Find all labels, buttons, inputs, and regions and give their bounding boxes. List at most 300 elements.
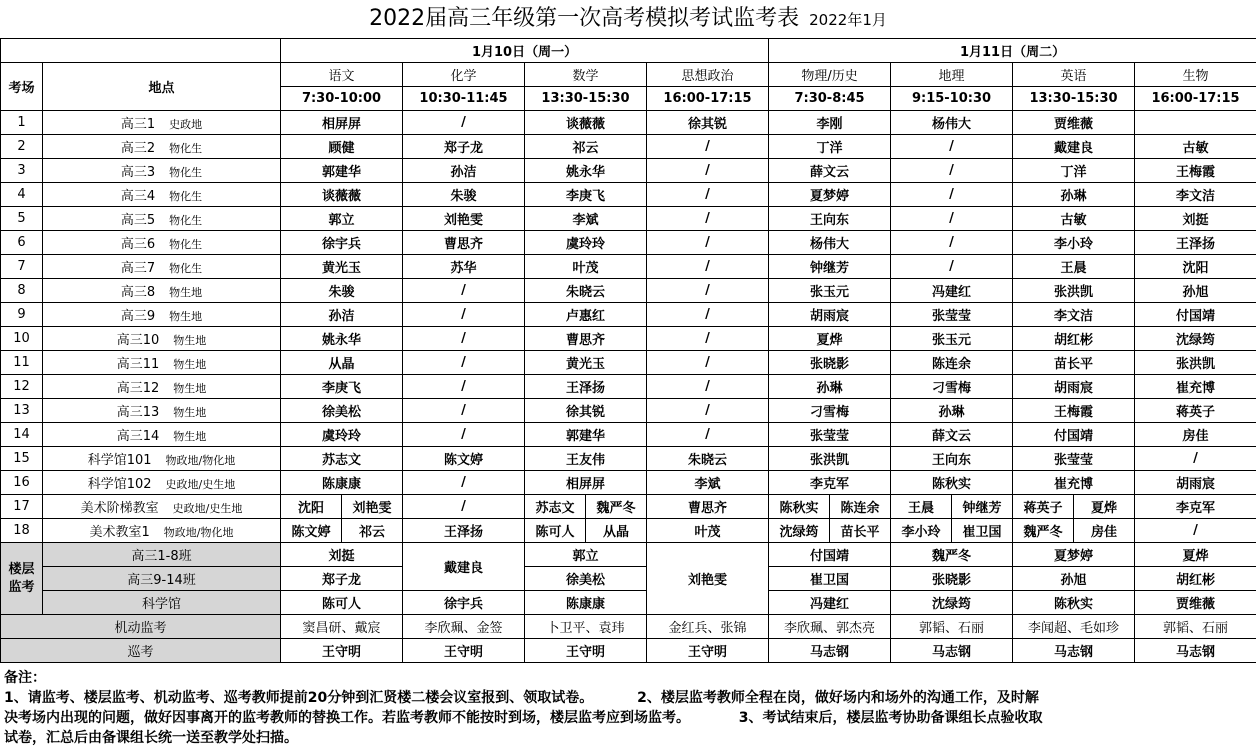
subject-combo: 物化生 [169,262,203,275]
subject-combo: 物生地 [173,382,207,395]
invigilator-cell: 窦昌研、戴宸 [281,615,403,639]
subject-combo: 物政地/物化地 [165,454,236,467]
invigilator-cell: / [891,159,1013,183]
invigilator-cell: 从晶 [586,519,647,543]
room-number: 14 [1,423,43,447]
invigilator-cell: / [647,375,769,399]
invigilator-cell: / [891,255,1013,279]
floor-group: 科学馆 [43,591,281,615]
subject-header: 语文 [281,63,403,87]
place-cell [43,183,281,207]
subject-combo: 物生地 [173,430,207,443]
invigilator-cell: 马志钢 [769,639,891,663]
invigilator-cell: 丁洋 [769,135,891,159]
invigilator-cell: 郭韬、石丽 [1135,615,1256,639]
time-header: 13:30-15:30 [1013,87,1135,111]
invigilator-cell: 徐其锐 [525,399,647,423]
invigilator-cell: 张洪凯 [1135,351,1256,375]
place-cell [43,231,281,255]
invigilator-cell: 张洪凯 [1013,279,1135,303]
invigilator-cell: / [403,327,525,351]
room-name: 高三3 [120,165,156,180]
invigilator-cell: 夏烨 [769,327,891,351]
invigilator-cell: / [403,471,525,495]
invigilator-cell: 房佳 [1135,423,1256,447]
invigilator-cell: 陈连余 [891,351,1013,375]
invigilator-cell: 胡雨宸 [1135,471,1256,495]
place-cell [43,351,281,375]
place-cell [43,495,281,519]
invigilator-cell: 张晓影 [891,567,1013,591]
time-header: 7:30-10:00 [281,87,403,111]
room-number: 7 [1,255,43,279]
invigilator-cell: 付国靖 [769,543,891,567]
invigilator-cell: 王守明 [525,639,647,663]
subject-combo: 史政地/史生地 [172,502,243,515]
invigilator-cell: 郭立 [281,207,403,231]
invigilator-cell: 崔充博 [1135,375,1256,399]
invigilator-cell: 孙洁 [403,159,525,183]
invigilator-cell: / [647,231,769,255]
invigilator-cell: / [647,423,769,447]
room-name: 美术阶梯教室 [80,501,159,516]
room-number: 3 [1,159,43,183]
room-number: 2 [1,135,43,159]
invigilator-cell: 祁云 [342,519,403,543]
invigilator-cell: 王守明 [281,639,403,663]
invigilator-cell: 李克军 [1135,495,1256,519]
invigilator-cell: 郭建华 [281,159,403,183]
table-row [1,135,1256,159]
invigilator-cell: 郭韬、石丽 [891,615,1013,639]
invigilator-cell: 苗长平 [1013,351,1135,375]
invigilator-cell: 魏严冬 [586,495,647,519]
invigilator-cell: 孙琳 [1013,183,1135,207]
invigilator-cell: 王晨 [1013,255,1135,279]
invigilator-cell: 王梅霞 [1013,399,1135,423]
invigilator-cell: 张玉元 [891,327,1013,351]
subject-combo: 物生地 [169,286,203,299]
invigilator-cell: 张莹莹 [1013,447,1135,471]
place-cell [43,111,281,135]
invigilator-cell: 陈秋实 [891,471,1013,495]
invigilator-cell: 王向东 [891,447,1013,471]
table-row [1,519,1256,543]
subject-combo: 物化生 [169,166,203,179]
invigilator-cell: / [647,279,769,303]
invigilator-cell: 刘艳雯 [342,495,403,519]
subject-combo: 史政地/史生地 [165,478,236,491]
invigilator-cell: 崔卫国 [769,567,891,591]
invigilator-cell: 张莹莹 [769,423,891,447]
room-name: 科学馆101 [87,453,152,468]
invigilator-cell: 陈秋实 [1013,591,1135,615]
remarks-line-1: 1、请监考、楼层监考、机动监考、巡考教师提前20分钟到汇贤楼二楼会议室报到、领取试卷。 2、楼层监考教师全程在岗，做好场内和场外的沟通工作，及时解 [4,690,1039,706]
invigilator-cell: / [647,135,769,159]
room-number: 4 [1,183,43,207]
invigilator-cell: 房佳 [1074,519,1135,543]
invigilator-cell: / [403,111,525,135]
room-name: 高三12 [116,381,160,396]
invigilator-cell: 沈绿筠 [891,591,1013,615]
invigilator-cell: 金红兵、张锦 [647,615,769,639]
room-number: 11 [1,351,43,375]
invigilator-cell: / [647,303,769,327]
floor-row [1,591,1256,615]
day1-header: 1月10日（周一） [281,39,769,63]
invigilator-cell: 王向东 [769,207,891,231]
subject-combo: 物生地 [169,310,203,323]
invigilator-cell: 张玉元 [769,279,891,303]
invigilator-cell: / [891,183,1013,207]
invigilator-cell: 徐其锐 [647,111,769,135]
invigilator-cell: 朱晓云 [525,279,647,303]
invigilator-cell: 黄光玉 [525,351,647,375]
invigilator-cell: 虞玲玲 [525,231,647,255]
patrol-row [1,639,1256,663]
invigilator-cell: 徐宇兵 [281,231,403,255]
invigilator-cell: 刘艳雯 [403,207,525,231]
subject-combo: 物化生 [169,142,203,155]
invigilator-cell: 贾维薇 [1013,111,1135,135]
invigilator-cell: / [647,207,769,231]
floor-group: 高三1-8班 [43,543,281,567]
invigilator-cell: 夏梦婷 [1013,543,1135,567]
invigilator-cell: 张晓影 [769,351,891,375]
invigilator-cell: 相屏屏 [281,111,403,135]
subtitle-text: 2022年1月 [809,11,887,29]
invigilator-cell: / [403,423,525,447]
invigilator-cell: 古敏 [1135,135,1256,159]
invigilator-cell: 古敏 [1013,207,1135,231]
room-name: 高三5 [120,213,156,228]
invigilator-cell: 郑子龙 [403,135,525,159]
invigilator-cell: 曹思齐 [403,231,525,255]
room-number: 10 [1,327,43,351]
invigilator-cell: 马志钢 [1135,639,1256,663]
invigilator-cell: 叶茂 [525,255,647,279]
invigilator-cell: 苏志文 [281,447,403,471]
subject-combo: 物生地 [173,406,207,419]
invigilator-cell: 徐美松 [281,399,403,423]
invigilator-cell: 陈可人 [525,519,586,543]
room-name: 高三11 [116,357,160,372]
invigilator-cell: 付国靖 [1135,303,1256,327]
invigilator-cell: 李斌 [647,471,769,495]
invigilator-cell: 李文洁 [1013,303,1135,327]
invigilator-cell: 李庚飞 [525,183,647,207]
table-row [1,351,1256,375]
place-cell [43,327,281,351]
subject-header: 化学 [403,63,525,87]
time-header: 13:30-15:30 [525,87,647,111]
invigilator-cell: 郭建华 [525,423,647,447]
table-row [1,183,1256,207]
room-name: 高三6 [120,237,156,252]
room-name: 高三8 [120,285,156,300]
place-cell [43,279,281,303]
place-cell [43,447,281,471]
time-header: 9:15-10:30 [891,87,1013,111]
invigilator-cell: 曹思齐 [525,327,647,351]
invigilator-cell: 朱晓云 [647,447,769,471]
invigilator-cell: 钟继芳 [769,255,891,279]
invigilator-cell: 李闻超、毛如珍 [1013,615,1135,639]
invigilator-cell: / [1135,447,1256,471]
invigilator-cell: 陈文婷 [281,519,342,543]
invigilator-cell: 黄光玉 [281,255,403,279]
invigilator-cell: 李庚飞 [281,375,403,399]
invigilator-cell: 谈薇薇 [525,111,647,135]
subject-combo: 物生地 [173,334,207,347]
table-row [1,423,1256,447]
invigilator-cell: 李小玲 [1013,231,1135,255]
invigilator-cell: 沈绿筠 [769,519,830,543]
room-number: 13 [1,399,43,423]
invigilator-cell: 李斌 [525,207,647,231]
invigilator-cell: 马志钢 [1013,639,1135,663]
invigilator-cell: 付国靖 [1013,423,1135,447]
table-row [1,471,1256,495]
room-number: 1 [1,111,43,135]
invigilator-cell: 朱骏 [403,183,525,207]
place-cell [43,255,281,279]
remarks-line-2: 决考场内出现的问题，做好因事离开的监考教师的替换工作。若监考教师不能按时到场，楼层监考应到场监考。 3、考试结束后，楼层监考协助备课组长点验收取 [4,710,1043,726]
invigilator-cell: 孙琳 [891,399,1013,423]
room-name: 高三9 [120,309,156,324]
subject-combo: 物化生 [169,238,203,251]
table-row [1,447,1256,471]
invigilator-cell: 张莹莹 [891,303,1013,327]
subject-combo: 物政地/物化地 [163,526,234,539]
table-row [1,399,1256,423]
day2-header: 1月11日（周二） [769,39,1256,63]
invigilator-cell: 姚永华 [525,159,647,183]
invigilator-cell: / [891,231,1013,255]
place-cell [43,471,281,495]
invigilator-cell: 沈阳 [1135,255,1256,279]
subject-combo: 物化生 [169,190,203,203]
invigilator-cell: 冯建红 [769,591,891,615]
invigilator-cell: / [403,279,525,303]
subject-header: 英语 [1013,63,1135,87]
invigilator-cell: 徐美松 [525,567,647,591]
room-name: 高三4 [120,189,156,204]
place-cell [43,423,281,447]
invigilator-cell: 李文洁 [1135,183,1256,207]
invigilator-cell: 丁洋 [1013,159,1135,183]
room-number: 18 [1,519,43,543]
invigilator-cell: 顾健 [281,135,403,159]
place-cell [43,135,281,159]
invigilator-cell: 孙洁 [281,303,403,327]
room-name: 高三10 [116,333,160,348]
invigilator-cell: 王泽扬 [1135,231,1256,255]
room-number: 6 [1,231,43,255]
invigilator-cell: 陈文婷 [403,447,525,471]
invigilator-cell: 刁雪梅 [891,375,1013,399]
invigilator-cell: / [1135,519,1256,543]
table-row [1,303,1256,327]
invigilator-cell: / [647,183,769,207]
invigilator-cell: 苏志文 [525,495,586,519]
invigilator-cell: 郑子龙 [281,567,403,591]
time-header: 7:30-8:45 [769,87,891,111]
subject-header: 物理/历史 [769,63,891,87]
invigilator-cell: / [403,303,525,327]
invigilator-cell: 陈康康 [525,591,647,615]
room-number: 9 [1,303,43,327]
invigilator-cell: 祁云 [525,135,647,159]
table-row [1,375,1256,399]
invigilator-cell: 刘挺 [281,543,403,567]
place-cell [43,207,281,231]
table-row [1,231,1256,255]
invigilator-cell: 王守明 [403,639,525,663]
room-number: 5 [1,207,43,231]
table-row [1,279,1256,303]
time-header: 16:00-17:15 [1135,87,1256,111]
room-name: 高三14 [116,429,160,444]
patrol-label: 巡考 [1,639,281,663]
invigilator-cell: 胡雨宸 [1013,375,1135,399]
invigilator-cell: 卢惠红 [525,303,647,327]
invigilator-cell: 钟继芳 [952,495,1013,519]
room-name: 高三13 [116,405,160,420]
room-name: 高三7 [120,261,156,276]
corner-cell [1,39,281,63]
invigilator-cell: 叶茂 [647,519,769,543]
invigilator-cell: 李克军 [769,471,891,495]
invigilator-cell: 朱骏 [281,279,403,303]
invigilator-cell: 姚永华 [281,327,403,351]
table-row [1,255,1256,279]
place-cell [43,159,281,183]
invigilator-cell: 李小玲 [891,519,952,543]
floor-group: 高三9-14班 [43,567,281,591]
invigilator-cell: 卜卫平、袁玮 [525,615,647,639]
place-cell [43,399,281,423]
invigilator-cell: 曹思齐 [647,495,769,519]
invigilator-cell: 苏华 [403,255,525,279]
invigilator-cell: 戴建良 [1013,135,1135,159]
invigilator-cell: 张洪凯 [769,447,891,471]
invigilator-cell: 李欣珮、金签 [403,615,525,639]
invigilator-cell: / [403,399,525,423]
invigilator-cell: 陈秋实 [769,495,830,519]
subject-header: 数学 [525,63,647,87]
invigilator-cell: 刘挺 [1135,207,1256,231]
subject-combo: 物生地 [173,358,207,371]
invigilator-cell: 魏严冬 [1013,519,1074,543]
table-row [1,207,1256,231]
invigilator-cell: 相屏屏 [525,471,647,495]
table-row [1,159,1256,183]
invigilator-cell: / [403,351,525,375]
subject-header: 思想政治 [647,63,769,87]
room-number: 17 [1,495,43,519]
invigilator-cell: 刘艳雯 [647,543,769,615]
invigilator-cell: / [403,495,525,519]
floor-label-1: 楼层 [8,561,35,577]
invigilator-cell: 崔充博 [1013,471,1135,495]
floor-row [1,543,1256,567]
invigilator-cell: 胡红彬 [1013,327,1135,351]
subject-combo: 物化生 [169,214,203,227]
room-number: 8 [1,279,43,303]
invigilator-cell: 李刚 [769,111,891,135]
invigilator-cell: 王泽扬 [525,375,647,399]
invigilator-cell: 薛文云 [891,423,1013,447]
invigilator-cell: 沈绿筠 [1135,327,1256,351]
table-row [1,495,1256,519]
invigilator-cell: 王泽扬 [403,519,525,543]
invigilator-cell: 马志钢 [891,639,1013,663]
floor-label-2: 监考 [8,579,35,595]
invigilator-cell: 王守明 [647,639,769,663]
invigilator-cell: 冯建红 [891,279,1013,303]
invigilator-cell: 沈阳 [281,495,342,519]
invigilator-cell: 蒋英子 [1135,399,1256,423]
remarks-line-3: 试卷，汇总后由备课组长统一送至教学处扫描。 [4,730,298,746]
invigilator-cell: / [891,207,1013,231]
invigilator-cell: 夏梦婷 [769,183,891,207]
table-row [1,327,1256,351]
invigilator-cell: 胡雨宸 [769,303,891,327]
floor-label [1,543,43,615]
invigilator-cell: 郭立 [525,543,647,567]
invigilator-cell [1135,111,1256,135]
invigilator-cell: 蒋英子 [1013,495,1074,519]
remarks [4,668,1252,748]
room-number: 16 [1,471,43,495]
invigilator-cell: / [891,135,1013,159]
invigilator-cell: 谈薇薇 [281,183,403,207]
invigilator-cell: / [403,375,525,399]
subject-header: 生物 [1135,63,1256,87]
invigilator-cell: 孙琳 [769,375,891,399]
room-number: 15 [1,447,43,471]
invigilator-cell: 杨伟大 [891,111,1013,135]
room-name: 美术教室1 [89,525,150,540]
room-name: 高三1 [120,117,156,132]
title-text: 2022届高三年级第一次高考模拟考试监考表 [369,6,800,31]
invigilator-cell: 虞玲玲 [281,423,403,447]
mobile-row [1,615,1256,639]
room-name: 科学馆102 [87,477,152,492]
invigilator-cell: / [647,159,769,183]
invigilator-cell: 魏严冬 [891,543,1013,567]
invigilator-cell: / [647,327,769,351]
invigilator-cell: 从晶 [281,351,403,375]
invigilator-cell: 苗长平 [830,519,891,543]
invigilator-cell: 刁雪梅 [769,399,891,423]
invigilator-cell: 李欣珮、郭杰亮 [769,615,891,639]
page-title [0,0,1256,38]
invigilator-cell: 陈连余 [830,495,891,519]
table-row [1,111,1256,135]
invigilator-cell: 陈可人 [281,591,403,615]
invigilator-cell: 徐宇兵 [403,591,525,615]
invigilator-cell: 夏烨 [1135,543,1256,567]
invigilator-cell: 孙旭 [1013,567,1135,591]
room-name: 高三2 [120,141,156,156]
remarks-head: 备注： [4,670,46,686]
invigilator-cell: 王友伟 [525,447,647,471]
invigilator-cell: / [647,255,769,279]
room-number: 12 [1,375,43,399]
invigilator-cell: 王梅霞 [1135,159,1256,183]
